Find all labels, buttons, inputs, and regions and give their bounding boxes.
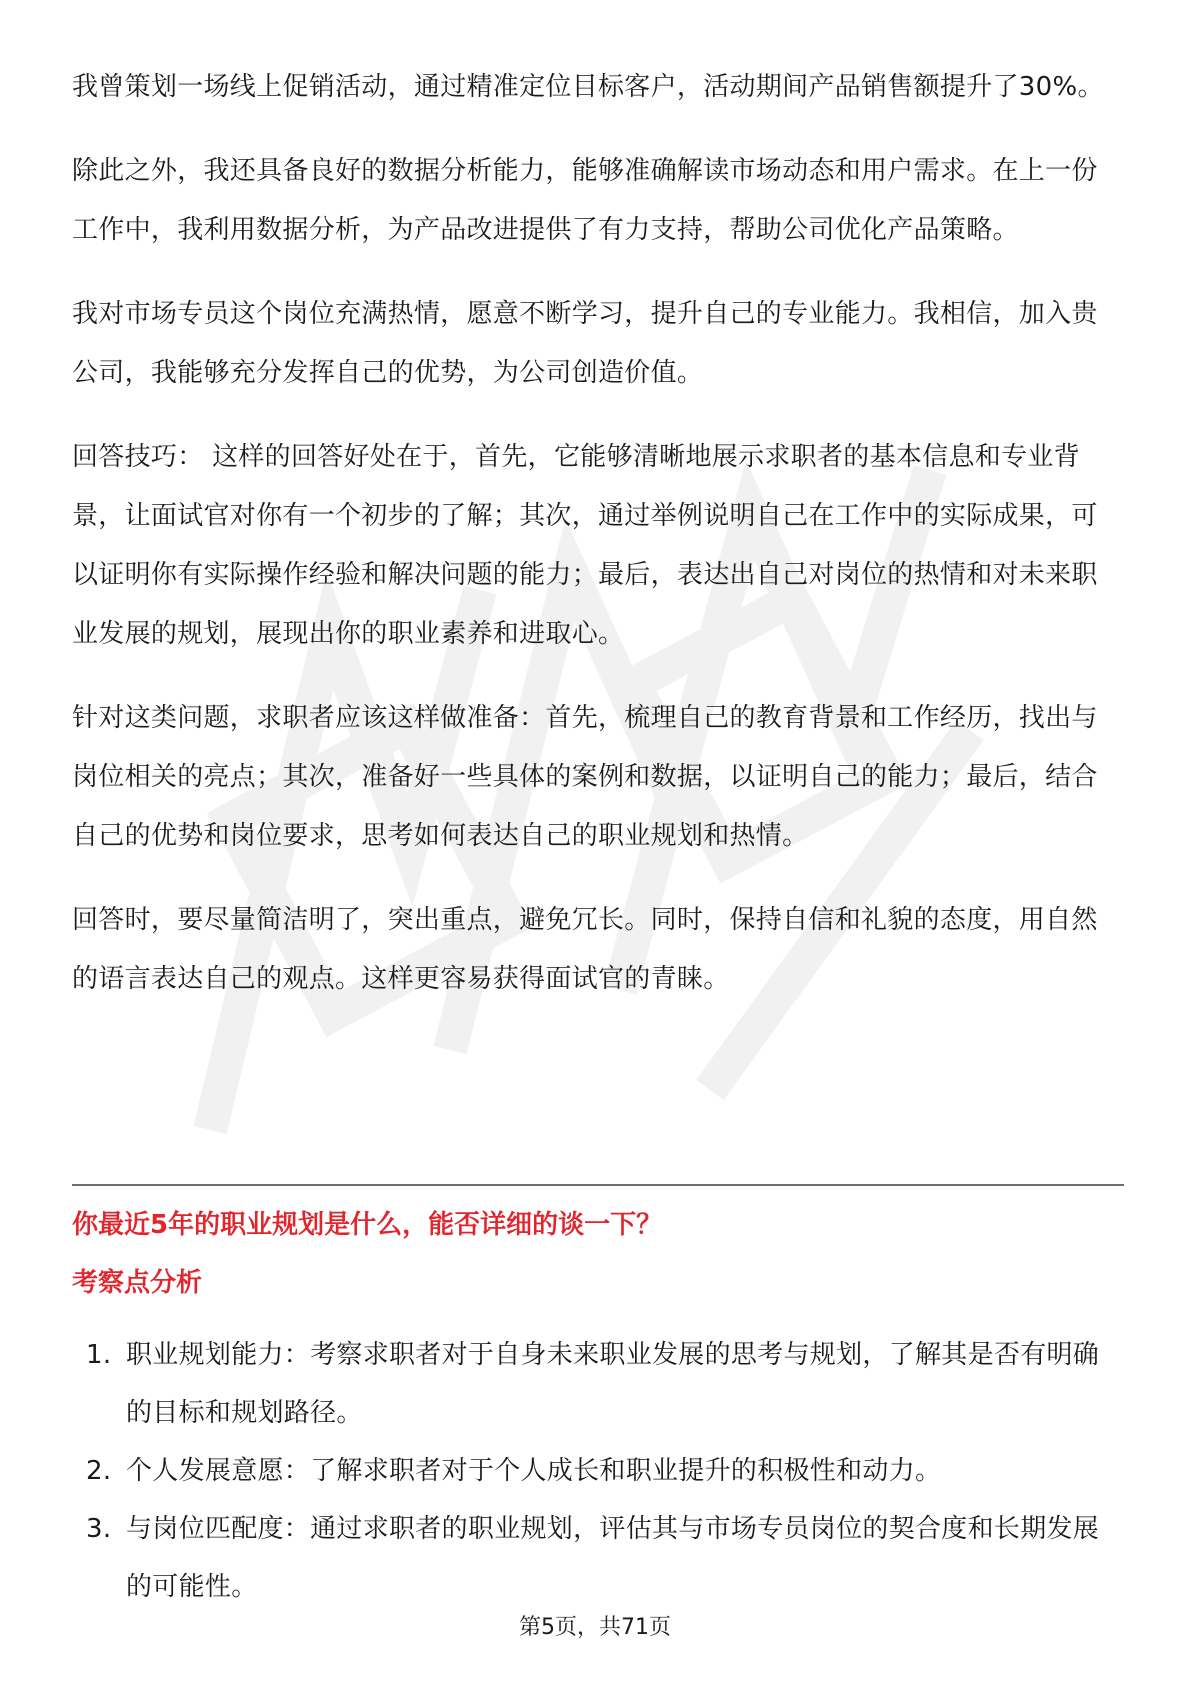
list-item <box>72 1500 1122 1616</box>
paragraph-preparation: 针对这类问题，求职者应该这样做准备：首先，梳理自己的教育背景和工作经历，找出与岗位相关的亮点；其次，准备好一些具体的案例和数据，以证明自己的能力；最后，结合自己的优势和岗位要求，思考如何表达自己的职业规划和热情。 <box>72 703 1098 851</box>
list-item-number: 3. <box>86 1514 112 1544</box>
page-footer: 第5页，共71页 <box>519 1615 671 1640</box>
list-item-text: 个人发展意愿：了解求职者对于个人成长和职业提升的积极性和动力。 <box>126 1456 942 1486</box>
body-text <box>72 58 1122 1034</box>
list-item-number: 1. <box>86 1340 112 1370</box>
question-heading: 你最近5年的职业规划是什么，能否详细的谈一下？ <box>72 1210 663 1240</box>
analysis-heading: 考察点分析 <box>72 1268 203 1298</box>
paragraph-answer-style: 回答时，要尽量简洁明了，突出重点，避免冗长。同时，保持自信和礼貌的态度，用自然的语言表达自己的观点。这样更容易获得面试官的青睐。 <box>72 905 1098 994</box>
list-item-number: 2. <box>86 1456 112 1486</box>
paragraph-answer-tips: 回答技巧： 这样的回答好处在于，首先，它能够清晰地展示求职者的基本信息和专业背景，让面试官对你有一个初步的了解；其次，通过举例说明自己在工作中的实际成果，可以证明你有实际操作经验和解决问题的能力；最后，表达出自己对岗位的热情和对未来职业发展的规划，展现出你的职业素养和进取心。 <box>72 442 1098 649</box>
analysis-list <box>72 1326 1122 1616</box>
question-section <box>72 1196 1122 1616</box>
list-item-text: 职业规划能力：考察求职者对于自身未来职业发展的思考与规划，了解其是否有明确的目标和规划路径。 <box>126 1340 1100 1428</box>
section-divider <box>72 1184 1124 1186</box>
list-item-text: 与岗位匹配度：通过求职者的职业规划，评估其与市场专员岗位的契合度和长期发展的可能性。 <box>126 1514 1100 1602</box>
list-item <box>72 1326 1122 1442</box>
paragraph-promotion: 我曾策划一场线上促销活动，通过精准定位目标客户，活动期间产品销售额提升了30%。 <box>72 72 1104 102</box>
paragraph-data-analysis: 除此之外，我还具备良好的数据分析能力，能够准确解读市场动态和用户需求。在上一份工作中，我利用数据分析，为产品改进提供了有力支持，帮助公司优化产品策略。 <box>72 156 1098 245</box>
paragraph-passion: 我对市场专员这个岗位充满热情，愿意不断学习，提升自己的专业能力。我相信，加入贵公司，我能够充分发挥自己的优势，为公司创造价值。 <box>72 299 1098 388</box>
list-item <box>72 1442 1122 1500</box>
